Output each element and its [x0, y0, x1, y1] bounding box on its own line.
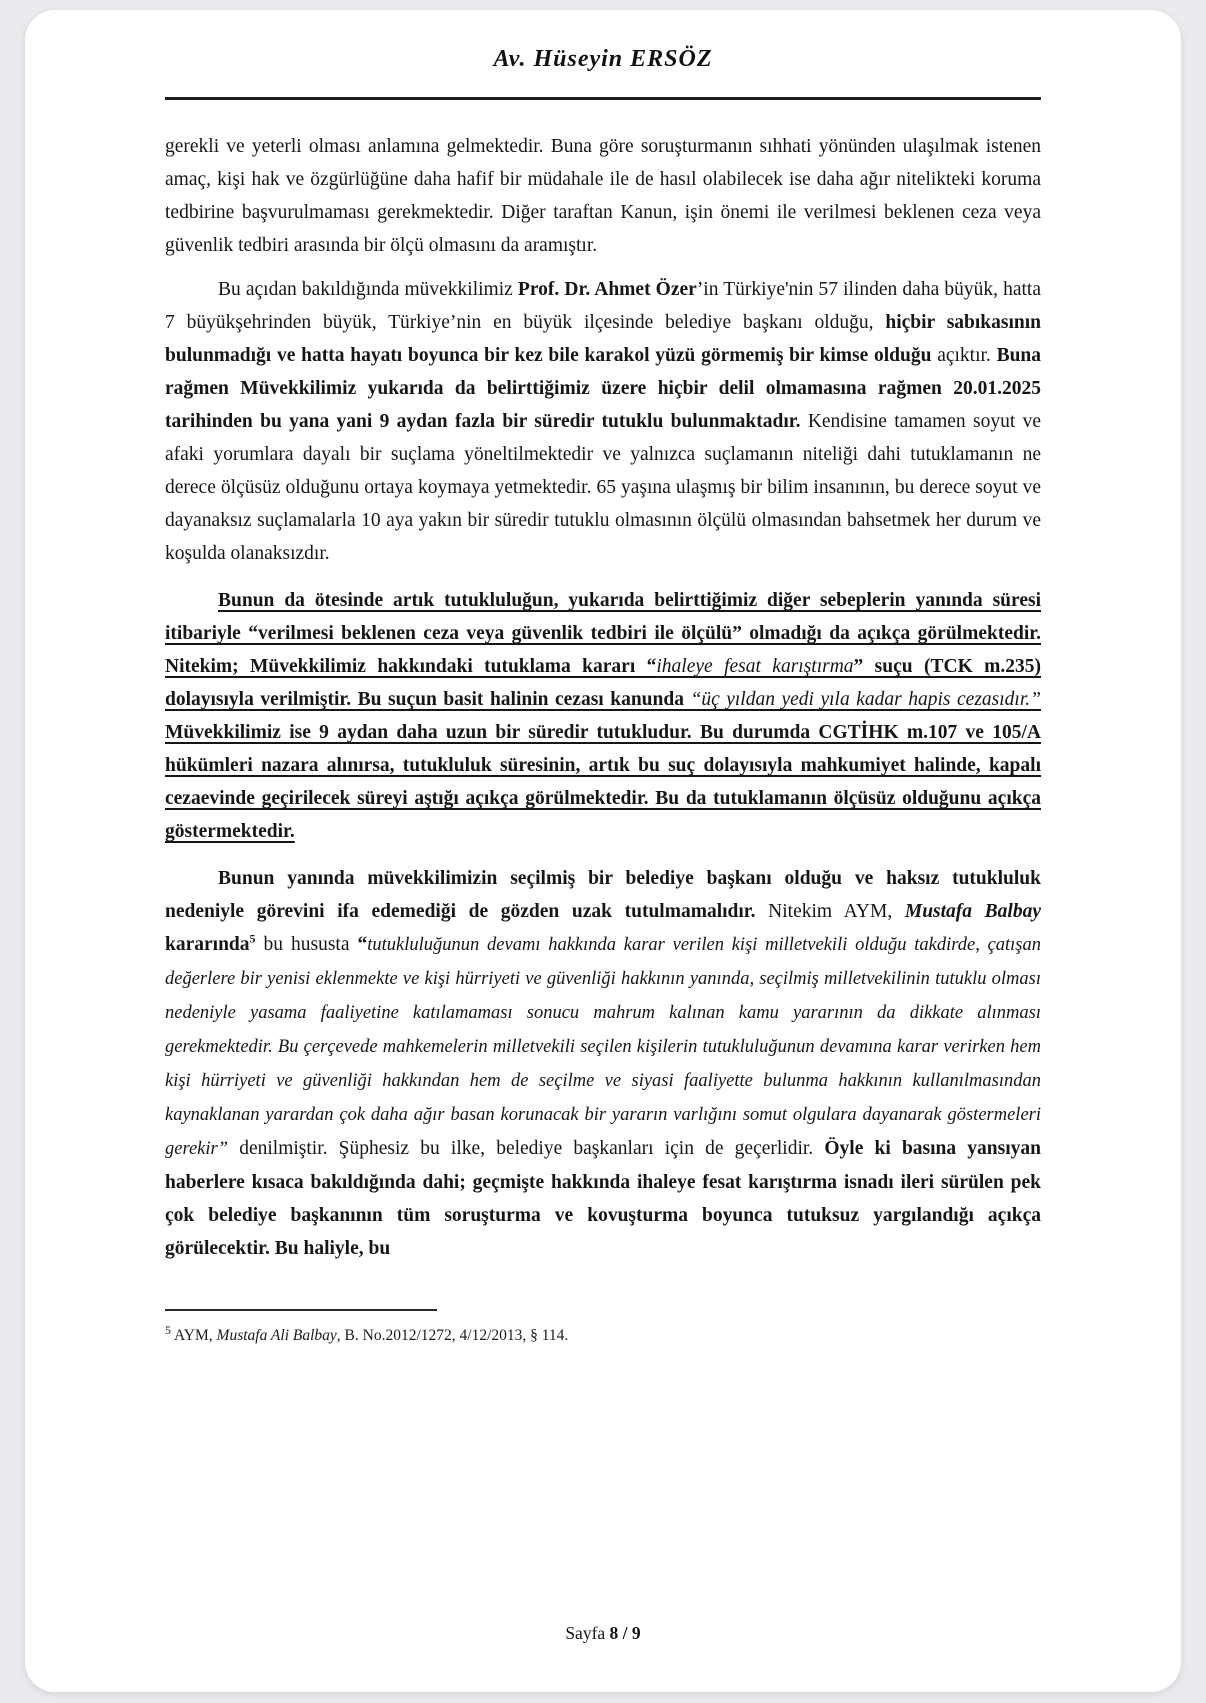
text-run: açıktır.: [931, 345, 997, 366]
text-run: Kendisine tamamen soyut ve afaki yorumlara dayalı bir suçlama yöneltilmektedir ve yalnızca suçlamanın niteliği dahi tutuklamanın ne derece ölçüsüz olduğunu ortaya koymaya yetmektedir. 65 yaşına ulaşmış bir bilim insanının, bu derece soyut ve dayanaksız suçlamalarla 10 aya yakın bir süredir tutuklu olmasının ölçülü olmasından bahsetmek her durum ve koşulda olanaksızdır.: [165, 411, 1041, 564]
text-run: , B. No.2012/1272, 4/12/2013, § 114.: [336, 1327, 569, 1344]
text-run: Bu açıdan bakıldığında müvekkilimiz: [218, 279, 518, 300]
text-run: kararında: [165, 934, 250, 955]
text-run: “üç yıldan yedi yıla kadar hapis cezasıdır.”: [690, 689, 1041, 710]
paragraph: [165, 273, 1041, 570]
author-name: Av. Hüseyin ERSÖZ: [493, 46, 713, 72]
text-run: Mustafa Balbay: [904, 901, 1042, 922]
text-run: ”: [217, 1139, 229, 1159]
text-run: AYM,: [171, 1327, 217, 1344]
document-header: [165, 46, 1041, 73]
document-page: [25, 10, 1181, 1692]
text-run: Nitekim AYM,: [768, 901, 905, 922]
text-run: Buna rağmen Müvekkilimiz yukarıda da belirttiğimiz üzere hiçbir delil olmamasına rağmen 20.01.2025 tarihinden bu yana yani 9 aydan fazla bir süredir tutuklu bulunmaktadır.: [165, 345, 1042, 432]
paragraph: [165, 584, 1041, 848]
text-run: ’in Türkiye'nin 57 ilinden daha büyük, hatta 7 büyükşehrinden büyük, Türkiye’nin en büyük ilçesinde belediye başkanı olduğu,: [165, 279, 1041, 333]
text-run: hiçbir sabıkasının bulunmadığı ve hatta hayatı boyunca bir kez bile karakol yüzü görmemiş bir kimse olduğu: [165, 312, 1042, 366]
text-run: Bunun yanında müvekkilimizin seçilmiş bir belediye başkanı olduğu ve haksız tutukluluk nedeniyle görevini ifa edemediği de gözden uzak tutulmamalıdır.: [165, 868, 1041, 922]
text-run: “: [357, 934, 368, 955]
text-run: gerekli ve yeterli olması anlamına gelmektedir. Buna göre soruşturmanın sıhhati yönünden ulaşılmak istenen amaç, kişi hak ve özgürlüğüne daha hafif bir müdahale ile de hasıl olabilecek ise daha ağır nitelikteki koruma tedbirine başvurulmaması gerekmektedir. Diğer taraftan Kanun, işin önemi ile verilmesi beklenen ceza veya güvenlik tedbiri arasında bir ölçü olmasını da aramıştır.: [165, 136, 1041, 256]
text-run: denilmiştir. Şüphesiz bu ilke, belediye başkanları için de geçerlidir.: [228, 1138, 825, 1159]
page-footer-label: Sayfa: [565, 1623, 606, 1643]
text-run: 5: [249, 931, 256, 946]
text-run: ” suçu (TCK m.235) dolayısıyla verilmiştir. Bu suçun basit halinin cezası kanunda: [165, 656, 1041, 710]
text-run: Prof. Dr. Ahmet Özer: [517, 279, 697, 300]
text-run: tutukluluğunun devamı hakkında karar verilen kişi milletvekili olduğu takdirde, çatışan değerlere bir yenisi eklenmekte ve kişi hürriyeti ve güvenliği hakkının yanında, seçilmiş milletvekilinin tutuklu olması nedeniyle yasama faaliyetine katılamaması sonucu mahrum kalınan kamu yararının da dikkate alınması gerekmektedir. Bu çerçevede mahkemelerin milletvekili seçilen kişilerin tutukluluğunun devamına karar verirken hem kişi hürriyeti ve güvenliği hakkından hem de seçilme ve siyasi faaliyette bulunma hakkının kullanılmasından kaynaklanan yarardan çok daha ağır basan korunacak bir yararın varlığını somut olgulara dayanarak göstermeleri gerekir: [165, 935, 1042, 1159]
text-run: Öyle ki basına yansıyan haberlere kısaca bakıldığında dahi; geçmişte hakkında ihaleye fesat karıştırma isnadı ileri sürülen pek çok belediye başkanının tüm soruşturma ve kovuşturma boyunca tutuksuz yargılandığı açıkça görülecektir. Bu haliyle, bu: [165, 1138, 1041, 1259]
document-body: [165, 130, 1041, 1265]
paragraph: [165, 130, 1041, 262]
footnote-rule: [165, 1309, 437, 1311]
text-run: ihaleye fesat karıştırma: [656, 656, 854, 677]
text-run: Mustafa Ali Balbay: [216, 1327, 337, 1344]
text-run: 5: [165, 1322, 171, 1337]
page-footer: [25, 1623, 1181, 1644]
page-number: 8 / 9: [609, 1623, 641, 1643]
footnote: [165, 1322, 1041, 1345]
text-run: Müvekkilimiz ise 9 aydan daha uzun bir süredir tutukludur. Bu durumda CGTİHK m.107 ve 105/A hükümleri nazara alınırsa, tutukluluk süresinin, artık bu suç dolayısıyla mahkumiyet halinde, kapalı cezaevinde geçirilecek süreyi aştığı açıkça görülmektedir. Bu da tutuklamanın ölçüsüz olduğunu açıkça göstermektedir.: [165, 722, 1041, 842]
text-run: Bunun da ötesinde artık tutukluluğun, yukarıda belirttiğimiz diğer sebeplerin yanında süresi itibariyle “verilmesi beklenen ceza veya güvenlik tedbiri ile ölçülü” olmadığı da açıkça görülmektedir. Nitekim; Müvekkilimiz hakkındaki tutuklama kararı “: [165, 590, 1041, 677]
text-run: bu hususta: [255, 934, 358, 955]
paragraph: [165, 862, 1041, 1265]
header-rule: [165, 97, 1041, 100]
